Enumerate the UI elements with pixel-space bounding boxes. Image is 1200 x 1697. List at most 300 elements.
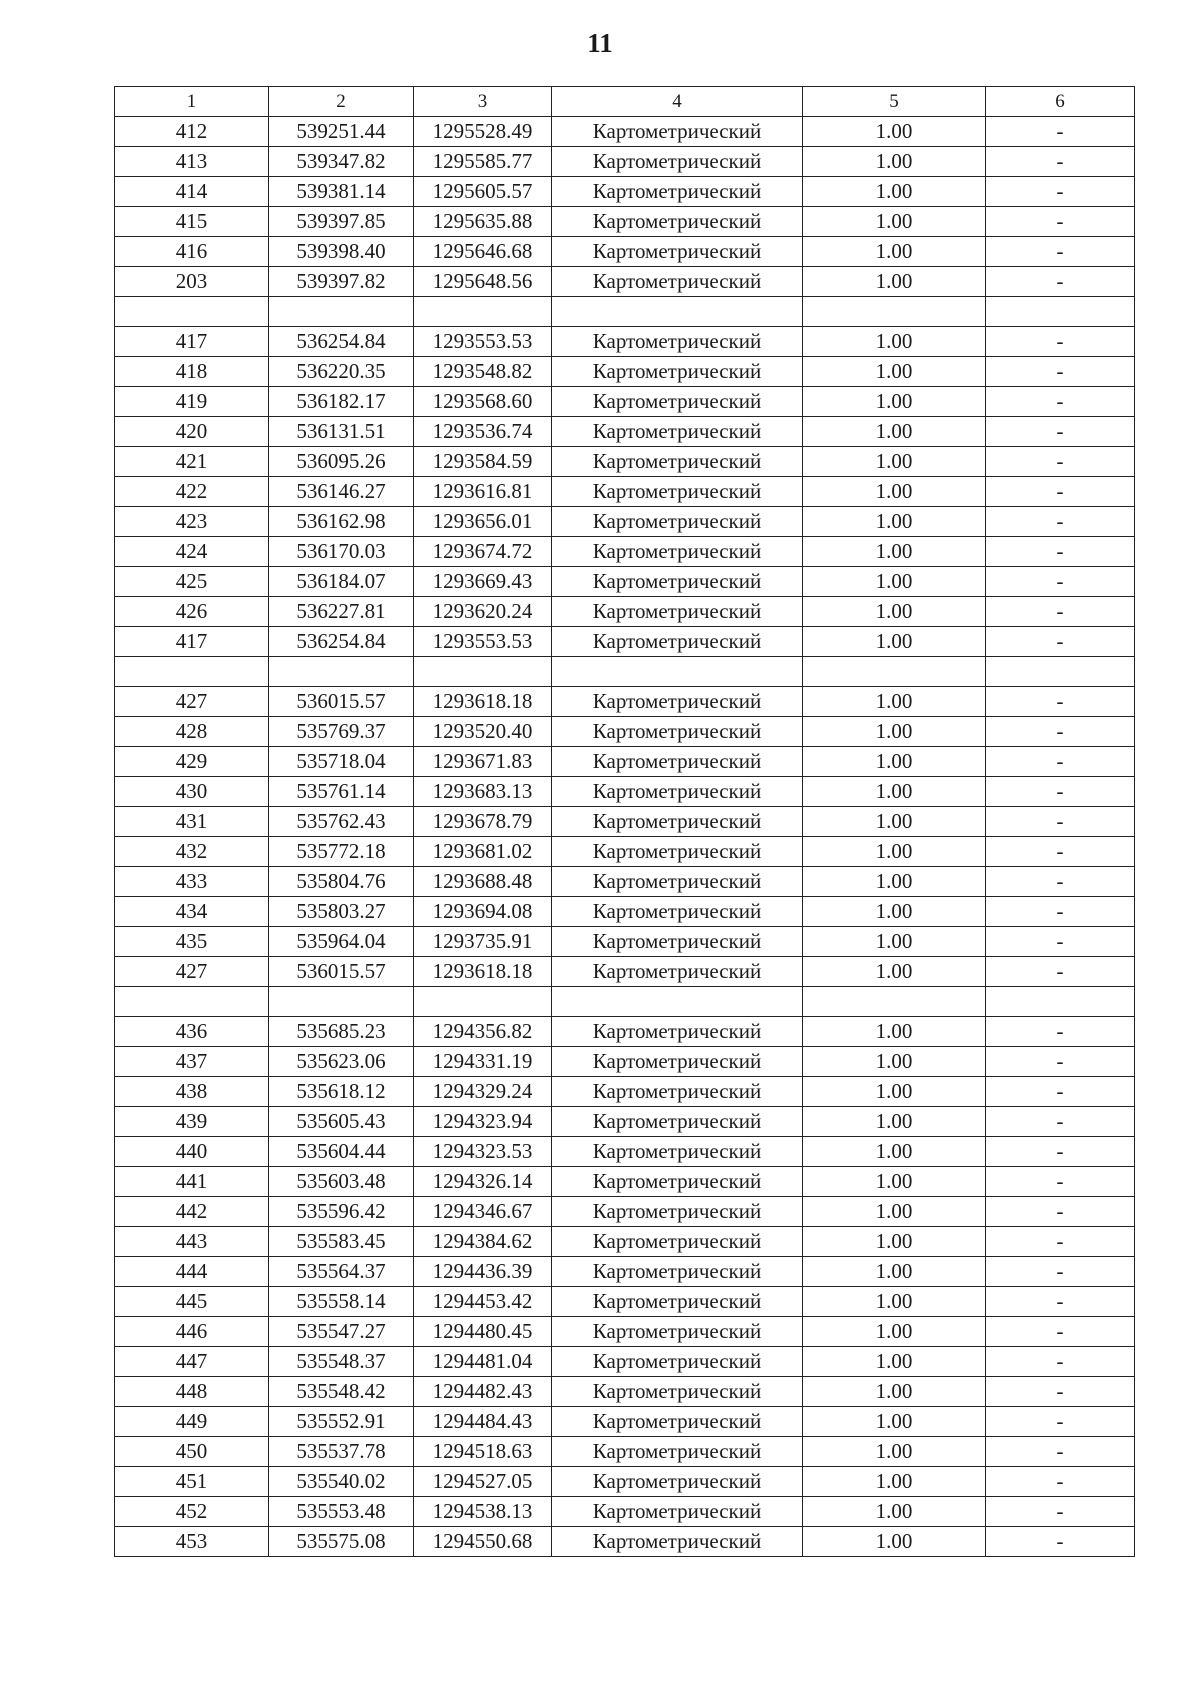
point-number-cell: 419 — [115, 387, 269, 417]
point-number-cell: 437 — [115, 1047, 269, 1077]
x-coordinate-cell: 535547.27 — [269, 1317, 414, 1347]
y-coordinate-cell: 1294482.43 — [414, 1377, 552, 1407]
point-number-cell: 417 — [115, 627, 269, 657]
description-cell: - — [986, 327, 1135, 357]
description-cell: - — [986, 1107, 1135, 1137]
y-coordinate-cell: 1293669.43 — [414, 567, 552, 597]
table-row — [115, 1137, 1135, 1167]
method-cell — [552, 297, 803, 327]
point-number-cell: 453 — [115, 1527, 269, 1557]
x-coordinate-cell — [269, 657, 414, 687]
accuracy-cell: 1.00 — [803, 1047, 986, 1077]
accuracy-cell: 1.00 — [803, 207, 986, 237]
description-cell: - — [986, 1257, 1135, 1287]
column-header: 3 — [414, 87, 552, 117]
y-coordinate-cell: 1294436.39 — [414, 1257, 552, 1287]
column-header: 6 — [986, 87, 1135, 117]
table-row — [115, 867, 1135, 897]
method-cell — [552, 657, 803, 687]
table-row — [115, 777, 1135, 807]
y-coordinate-cell: 1294331.19 — [414, 1047, 552, 1077]
y-coordinate-cell — [414, 987, 552, 1017]
method-cell: Картометрический — [552, 1437, 803, 1467]
description-cell: - — [986, 567, 1135, 597]
description-cell: - — [986, 507, 1135, 537]
separator-row — [115, 657, 1135, 687]
point-number-cell: 428 — [115, 717, 269, 747]
x-coordinate-cell: 535618.12 — [269, 1077, 414, 1107]
point-number-cell — [115, 297, 269, 327]
accuracy-cell: 1.00 — [803, 1377, 986, 1407]
accuracy-cell: 1.00 — [803, 1437, 986, 1467]
table-row — [115, 177, 1135, 207]
table-row — [115, 327, 1135, 357]
y-coordinate-cell: 1295648.56 — [414, 267, 552, 297]
accuracy-cell: 1.00 — [803, 357, 986, 387]
accuracy-cell: 1.00 — [803, 597, 986, 627]
table-row — [115, 1287, 1135, 1317]
y-coordinate-cell: 1294356.82 — [414, 1017, 552, 1047]
method-cell: Картометрический — [552, 567, 803, 597]
method-cell: Картометрический — [552, 237, 803, 267]
y-coordinate-cell: 1293618.18 — [414, 957, 552, 987]
table-row — [115, 1197, 1135, 1227]
accuracy-cell: 1.00 — [803, 177, 986, 207]
table-row — [115, 1047, 1135, 1077]
accuracy-cell: 1.00 — [803, 1497, 986, 1527]
description-cell: - — [986, 117, 1135, 147]
point-number-cell: 412 — [115, 117, 269, 147]
method-cell: Картометрический — [552, 747, 803, 777]
table-row — [115, 507, 1135, 537]
method-cell: Картометрический — [552, 357, 803, 387]
point-number-cell — [115, 987, 269, 1017]
x-coordinate-cell: 535623.06 — [269, 1047, 414, 1077]
description-cell: - — [986, 777, 1135, 807]
method-cell: Картометрический — [552, 717, 803, 747]
description-cell: - — [986, 417, 1135, 447]
point-number-cell: 427 — [115, 687, 269, 717]
y-coordinate-cell: 1294384.62 — [414, 1227, 552, 1257]
y-coordinate-cell: 1294346.67 — [414, 1197, 552, 1227]
x-coordinate-cell: 539381.14 — [269, 177, 414, 207]
y-coordinate-cell: 1294484.43 — [414, 1407, 552, 1437]
description-cell: - — [986, 717, 1135, 747]
point-number-cell: 430 — [115, 777, 269, 807]
x-coordinate-cell: 535804.76 — [269, 867, 414, 897]
description-cell: - — [986, 687, 1135, 717]
point-number-cell: 446 — [115, 1317, 269, 1347]
method-cell: Картометрический — [552, 117, 803, 147]
accuracy-cell: 1.00 — [803, 627, 986, 657]
accuracy-cell — [803, 657, 986, 687]
point-number-cell: 449 — [115, 1407, 269, 1437]
description-cell: - — [986, 1197, 1135, 1227]
x-coordinate-cell: 536146.27 — [269, 477, 414, 507]
x-coordinate-cell: 536170.03 — [269, 537, 414, 567]
accuracy-cell: 1.00 — [803, 777, 986, 807]
x-coordinate-cell: 535718.04 — [269, 747, 414, 777]
x-coordinate-cell: 535603.48 — [269, 1167, 414, 1197]
point-number-cell: 423 — [115, 507, 269, 537]
x-coordinate-cell: 535548.42 — [269, 1377, 414, 1407]
y-coordinate-cell: 1294329.24 — [414, 1077, 552, 1107]
description-cell: - — [986, 837, 1135, 867]
method-cell: Картометрический — [552, 387, 803, 417]
point-number-cell: 420 — [115, 417, 269, 447]
description-cell: - — [986, 1047, 1135, 1077]
point-number-cell: 434 — [115, 897, 269, 927]
y-coordinate-cell: 1295646.68 — [414, 237, 552, 267]
y-coordinate-cell: 1294538.13 — [414, 1497, 552, 1527]
description-cell: - — [986, 1527, 1135, 1557]
method-cell — [552, 987, 803, 1017]
method-cell: Картометрический — [552, 477, 803, 507]
description-cell: - — [986, 1077, 1135, 1107]
description-cell: - — [986, 1377, 1135, 1407]
accuracy-cell: 1.00 — [803, 117, 986, 147]
method-cell: Картометрический — [552, 507, 803, 537]
method-cell: Картометрический — [552, 1137, 803, 1167]
accuracy-cell: 1.00 — [803, 267, 986, 297]
point-number-cell: 436 — [115, 1017, 269, 1047]
accuracy-cell: 1.00 — [803, 897, 986, 927]
description-cell: - — [986, 1227, 1135, 1257]
y-coordinate-cell: 1293553.53 — [414, 627, 552, 657]
x-coordinate-cell: 536162.98 — [269, 507, 414, 537]
description-cell: - — [986, 747, 1135, 777]
accuracy-cell — [803, 987, 986, 1017]
description-cell — [986, 657, 1135, 687]
table-row — [115, 1227, 1135, 1257]
accuracy-cell: 1.00 — [803, 807, 986, 837]
table-row — [115, 747, 1135, 777]
x-coordinate-cell: 536131.51 — [269, 417, 414, 447]
x-coordinate-cell: 535564.37 — [269, 1257, 414, 1287]
x-coordinate-cell — [269, 987, 414, 1017]
accuracy-cell: 1.00 — [803, 747, 986, 777]
y-coordinate-cell: 1293616.81 — [414, 477, 552, 507]
x-coordinate-cell: 536184.07 — [269, 567, 414, 597]
table-row — [115, 897, 1135, 927]
table-row — [115, 957, 1135, 987]
accuracy-cell: 1.00 — [803, 1077, 986, 1107]
description-cell: - — [986, 447, 1135, 477]
coordinates-table — [114, 86, 1135, 1557]
table-row — [115, 417, 1135, 447]
method-cell: Картометрический — [552, 597, 803, 627]
column-header: 1 — [115, 87, 269, 117]
method-cell: Картометрический — [552, 1047, 803, 1077]
x-coordinate-cell: 535964.04 — [269, 927, 414, 957]
point-number-cell: 425 — [115, 567, 269, 597]
table-row — [115, 357, 1135, 387]
x-coordinate-cell: 536254.84 — [269, 627, 414, 657]
x-coordinate-cell: 535803.27 — [269, 897, 414, 927]
accuracy-cell: 1.00 — [803, 387, 986, 417]
separator-row — [115, 297, 1135, 327]
point-number-cell: 415 — [115, 207, 269, 237]
table-row — [115, 1437, 1135, 1467]
point-number-cell: 438 — [115, 1077, 269, 1107]
point-number-cell: 422 — [115, 477, 269, 507]
y-coordinate-cell: 1293681.02 — [414, 837, 552, 867]
accuracy-cell: 1.00 — [803, 237, 986, 267]
point-number-cell: 444 — [115, 1257, 269, 1287]
point-number-cell: 450 — [115, 1437, 269, 1467]
method-cell: Картометрический — [552, 687, 803, 717]
column-header: 2 — [269, 87, 414, 117]
table-row — [115, 117, 1135, 147]
table-row — [115, 1107, 1135, 1137]
accuracy-cell: 1.00 — [803, 1107, 986, 1137]
page-number: 11 — [587, 28, 613, 58]
point-number-cell: 421 — [115, 447, 269, 477]
accuracy-cell: 1.00 — [803, 1287, 986, 1317]
y-coordinate-cell: 1294323.94 — [414, 1107, 552, 1137]
x-coordinate-cell: 535583.45 — [269, 1227, 414, 1257]
method-cell: Картометрический — [552, 207, 803, 237]
x-coordinate-cell: 535540.02 — [269, 1467, 414, 1497]
point-number-cell: 448 — [115, 1377, 269, 1407]
method-cell: Картометрический — [552, 1347, 803, 1377]
table-row — [115, 807, 1135, 837]
table-row — [115, 1497, 1135, 1527]
accuracy-cell: 1.00 — [803, 1527, 986, 1557]
accuracy-cell: 1.00 — [803, 867, 986, 897]
y-coordinate-cell: 1293553.53 — [414, 327, 552, 357]
method-cell: Картометрический — [552, 1197, 803, 1227]
y-coordinate-cell: 1293674.72 — [414, 537, 552, 567]
method-cell: Картометрический — [552, 147, 803, 177]
method-cell: Картометрический — [552, 1167, 803, 1197]
method-cell: Картометрический — [552, 777, 803, 807]
accuracy-cell: 1.00 — [803, 327, 986, 357]
x-coordinate-cell: 535769.37 — [269, 717, 414, 747]
method-cell: Картометрический — [552, 1317, 803, 1347]
accuracy-cell: 1.00 — [803, 837, 986, 867]
table-row — [115, 1167, 1135, 1197]
method-cell: Картометрический — [552, 537, 803, 567]
point-number-cell: 431 — [115, 807, 269, 837]
x-coordinate-cell: 535552.91 — [269, 1407, 414, 1437]
accuracy-cell: 1.00 — [803, 1017, 986, 1047]
accuracy-cell — [803, 297, 986, 327]
y-coordinate-cell: 1293618.18 — [414, 687, 552, 717]
table-row — [115, 687, 1135, 717]
separator-row — [115, 987, 1135, 1017]
table-row — [115, 1017, 1135, 1047]
coordinates-table-body — [115, 87, 1135, 1557]
x-coordinate-cell: 539347.82 — [269, 147, 414, 177]
point-number-cell: 418 — [115, 357, 269, 387]
x-coordinate-cell: 539398.40 — [269, 237, 414, 267]
y-coordinate-cell: 1295605.57 — [414, 177, 552, 207]
accuracy-cell: 1.00 — [803, 1167, 986, 1197]
y-coordinate-cell: 1293694.08 — [414, 897, 552, 927]
x-coordinate-cell: 539397.85 — [269, 207, 414, 237]
table-row — [115, 837, 1135, 867]
point-number-cell: 440 — [115, 1137, 269, 1167]
y-coordinate-cell: 1294550.68 — [414, 1527, 552, 1557]
x-coordinate-cell: 535604.44 — [269, 1137, 414, 1167]
table-row — [115, 387, 1135, 417]
table-row — [115, 1527, 1135, 1557]
table-row — [115, 1407, 1135, 1437]
point-number-cell: 413 — [115, 147, 269, 177]
description-cell: - — [986, 867, 1135, 897]
description-cell: - — [986, 387, 1135, 417]
method-cell: Картометрический — [552, 1227, 803, 1257]
x-coordinate-cell: 539251.44 — [269, 117, 414, 147]
y-coordinate-cell: 1294323.53 — [414, 1137, 552, 1167]
description-cell: - — [986, 177, 1135, 207]
description-cell: - — [986, 627, 1135, 657]
y-coordinate-cell: 1294518.63 — [414, 1437, 552, 1467]
table-row — [115, 147, 1135, 177]
x-coordinate-cell: 536254.84 — [269, 327, 414, 357]
x-coordinate-cell: 536227.81 — [269, 597, 414, 627]
accuracy-cell: 1.00 — [803, 507, 986, 537]
point-number-cell: 433 — [115, 867, 269, 897]
x-coordinate-cell: 539397.82 — [269, 267, 414, 297]
table-row — [115, 717, 1135, 747]
x-coordinate-cell: 536015.57 — [269, 957, 414, 987]
accuracy-cell: 1.00 — [803, 477, 986, 507]
point-number-cell: 447 — [115, 1347, 269, 1377]
point-number-cell: 424 — [115, 537, 269, 567]
accuracy-cell: 1.00 — [803, 687, 986, 717]
table-row — [115, 1377, 1135, 1407]
accuracy-cell: 1.00 — [803, 1467, 986, 1497]
method-cell: Картометрический — [552, 1527, 803, 1557]
description-cell: - — [986, 807, 1135, 837]
method-cell: Картометрический — [552, 957, 803, 987]
method-cell: Картометрический — [552, 267, 803, 297]
method-cell: Картометрический — [552, 1377, 803, 1407]
method-cell: Картометрический — [552, 1107, 803, 1137]
y-coordinate-cell: 1294326.14 — [414, 1167, 552, 1197]
method-cell: Картометрический — [552, 417, 803, 447]
point-number-cell: 445 — [115, 1287, 269, 1317]
accuracy-cell: 1.00 — [803, 1317, 986, 1347]
point-number-cell: 414 — [115, 177, 269, 207]
method-cell: Картометрический — [552, 927, 803, 957]
table-row — [115, 1317, 1135, 1347]
point-number-cell: 427 — [115, 957, 269, 987]
y-coordinate-cell: 1293735.91 — [414, 927, 552, 957]
table-row — [115, 267, 1135, 297]
description-cell: - — [986, 1437, 1135, 1467]
method-cell: Картометрический — [552, 1287, 803, 1317]
method-cell: Картометрический — [552, 837, 803, 867]
y-coordinate-cell: 1295528.49 — [414, 117, 552, 147]
point-number-cell: 441 — [115, 1167, 269, 1197]
point-number-cell: 451 — [115, 1467, 269, 1497]
point-number-cell: 443 — [115, 1227, 269, 1257]
column-header: 5 — [803, 87, 986, 117]
table-row — [115, 567, 1135, 597]
x-coordinate-cell: 535596.42 — [269, 1197, 414, 1227]
point-number-cell — [115, 657, 269, 687]
table-row — [115, 537, 1135, 567]
accuracy-cell: 1.00 — [803, 957, 986, 987]
x-coordinate-cell: 535548.37 — [269, 1347, 414, 1377]
y-coordinate-cell: 1294481.04 — [414, 1347, 552, 1377]
accuracy-cell: 1.00 — [803, 1197, 986, 1227]
point-number-cell: 452 — [115, 1497, 269, 1527]
point-number-cell: 435 — [115, 927, 269, 957]
y-coordinate-cell: 1295635.88 — [414, 207, 552, 237]
point-number-cell: 442 — [115, 1197, 269, 1227]
y-coordinate-cell: 1293584.59 — [414, 447, 552, 477]
point-number-cell: 429 — [115, 747, 269, 777]
table-row — [115, 1257, 1135, 1287]
table-row — [115, 627, 1135, 657]
accuracy-cell: 1.00 — [803, 537, 986, 567]
description-cell — [986, 987, 1135, 1017]
method-cell: Картометрический — [552, 627, 803, 657]
point-number-cell: 203 — [115, 267, 269, 297]
accuracy-cell: 1.00 — [803, 567, 986, 597]
table-row — [115, 1347, 1135, 1377]
table-row — [115, 477, 1135, 507]
accuracy-cell: 1.00 — [803, 447, 986, 477]
x-coordinate-cell: 535605.43 — [269, 1107, 414, 1137]
y-coordinate-cell: 1293536.74 — [414, 417, 552, 447]
accuracy-cell: 1.00 — [803, 1257, 986, 1287]
method-cell: Картометрический — [552, 1497, 803, 1527]
table-row — [115, 237, 1135, 267]
y-coordinate-cell — [414, 297, 552, 327]
y-coordinate-cell: 1294527.05 — [414, 1467, 552, 1497]
description-cell: - — [986, 147, 1135, 177]
accuracy-cell: 1.00 — [803, 1227, 986, 1257]
table-header-row — [115, 87, 1135, 117]
method-cell: Картометрический — [552, 1017, 803, 1047]
x-coordinate-cell: 535685.23 — [269, 1017, 414, 1047]
table-row — [115, 207, 1135, 237]
y-coordinate-cell: 1293678.79 — [414, 807, 552, 837]
y-coordinate-cell: 1293520.40 — [414, 717, 552, 747]
method-cell: Картометрический — [552, 177, 803, 207]
table-row — [115, 1077, 1135, 1107]
description-cell: - — [986, 357, 1135, 387]
description-cell: - — [986, 1137, 1135, 1167]
method-cell: Картометрический — [552, 327, 803, 357]
y-coordinate-cell: 1293688.48 — [414, 867, 552, 897]
table-row — [115, 1467, 1135, 1497]
y-coordinate-cell: 1293568.60 — [414, 387, 552, 417]
accuracy-cell: 1.00 — [803, 1137, 986, 1167]
x-coordinate-cell: 535762.43 — [269, 807, 414, 837]
method-cell: Картометрический — [552, 1467, 803, 1497]
method-cell: Картометрический — [552, 807, 803, 837]
x-coordinate-cell: 536015.57 — [269, 687, 414, 717]
x-coordinate-cell: 536220.35 — [269, 357, 414, 387]
table-row — [115, 927, 1135, 957]
method-cell: Картометрический — [552, 867, 803, 897]
y-coordinate-cell: 1294480.45 — [414, 1317, 552, 1347]
description-cell: - — [986, 1017, 1135, 1047]
description-cell: - — [986, 1407, 1135, 1437]
accuracy-cell: 1.00 — [803, 1347, 986, 1377]
point-number-cell: 416 — [115, 237, 269, 267]
method-cell: Картометрический — [552, 897, 803, 927]
method-cell: Картометрический — [552, 1077, 803, 1107]
x-coordinate-cell — [269, 297, 414, 327]
description-cell: - — [986, 1287, 1135, 1317]
